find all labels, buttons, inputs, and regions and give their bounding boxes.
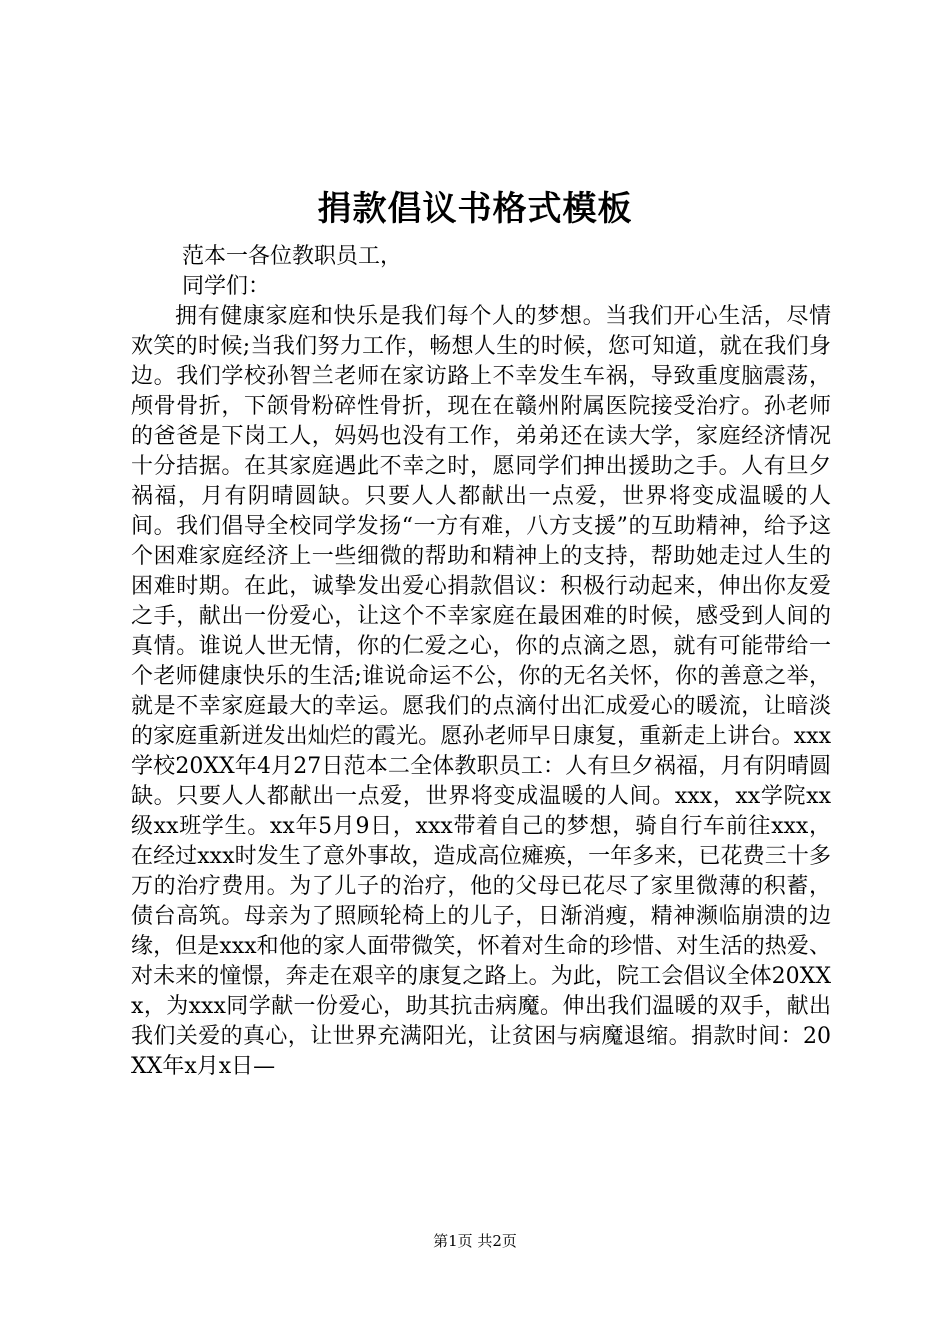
salutation-line-2: 同学们： (182, 274, 271, 299)
page-footer: 第1页 共2页 (433, 1232, 517, 1250)
salutation-line-1: 范本一各位教职员工， (182, 244, 403, 269)
body-paragraph: 拥有健康家庭和快乐是我们每个人的梦想。当我们开心生活，尽情欢笑的时候;当我们努力工作，畅想人生的时候，您可知道，就在我们身边。我们学校孙智兰老师在家访路上不幸发生车祸，导致重度脑震荡，颅骨骨折，下颌骨粉碎性骨折，现在在赣州附属医院接受治疗。孙老师的爸爸是下岗工人，妈妈也没有工作，弟弟还在读大学，家庭经济情况十分拮据。在其家庭遇此不幸之时，愿同学们抻出援助之手。人有旦夕祸福，月有阴晴圆缺。只要人人都献出一点爱，世界将变成温暖的人间。我们倡导全校同学发扬“一方有难，八方支援”的互助精神，给予这个困难家庭经济上一些细微的帮助和精神上的支持，帮助她走过人生的困难时期。在此，诚挚发出爱心捐款倡议：积极行动起来，伸出你友爱之手，献出一份爱心，让这个不幸家庭在最困难的时候，感受到人间的真情。谁说人世无情，你的仁爱之心，你的点滴之恩，就有可能带给一个老师健康快乐的生活;谁说命运不公，你的无名关怀，你的善意之举，就是不幸家庭最大的幸运。愿我们的点滴付出汇成爱心的暖流，让暗淡的家庭重新迸发出灿烂的霞光。愿孙老师早日康复，重新走上讲台。xxx学校20XX年4月27日范本二全体教职员工：人有旦夕祸福，月有阴晴圆缺。只要人人都献出一点爱，世界将变成温暖的人间。xxx，xx学院xx级xx班学生。xx年5月9日，xxx带着自己的梦想，骑自行车前往xxx，在经过xxx时发生了意外事故，造成高位瘫痪，一年多来，已花费三十多万的治疗费用。为了儿子的治疗，他的父母已花尽了家里微薄的积蓄，债台高筑。母亲为了照顾轮椅上的儿子，日渐消瘦，精神濒临崩溃的边缘，但是xxx和他的家人面带微笑，怀着对生命的珍惜、对生活的热爱、对未来的憧憬，奔走在艰辛的康复之路上。为此，院工会倡议全体20XXx，为xxx同学献一份爱心，助其抗击病魔。伸出我们温暖的双手，献出我们关爱的真心，让世界充满阳光，让贫困与病魔退缩。捐款时间：20XX年x月x日— (131, 304, 831, 1079)
document-title: 捐款倡议书格式模板 (317, 189, 633, 229)
